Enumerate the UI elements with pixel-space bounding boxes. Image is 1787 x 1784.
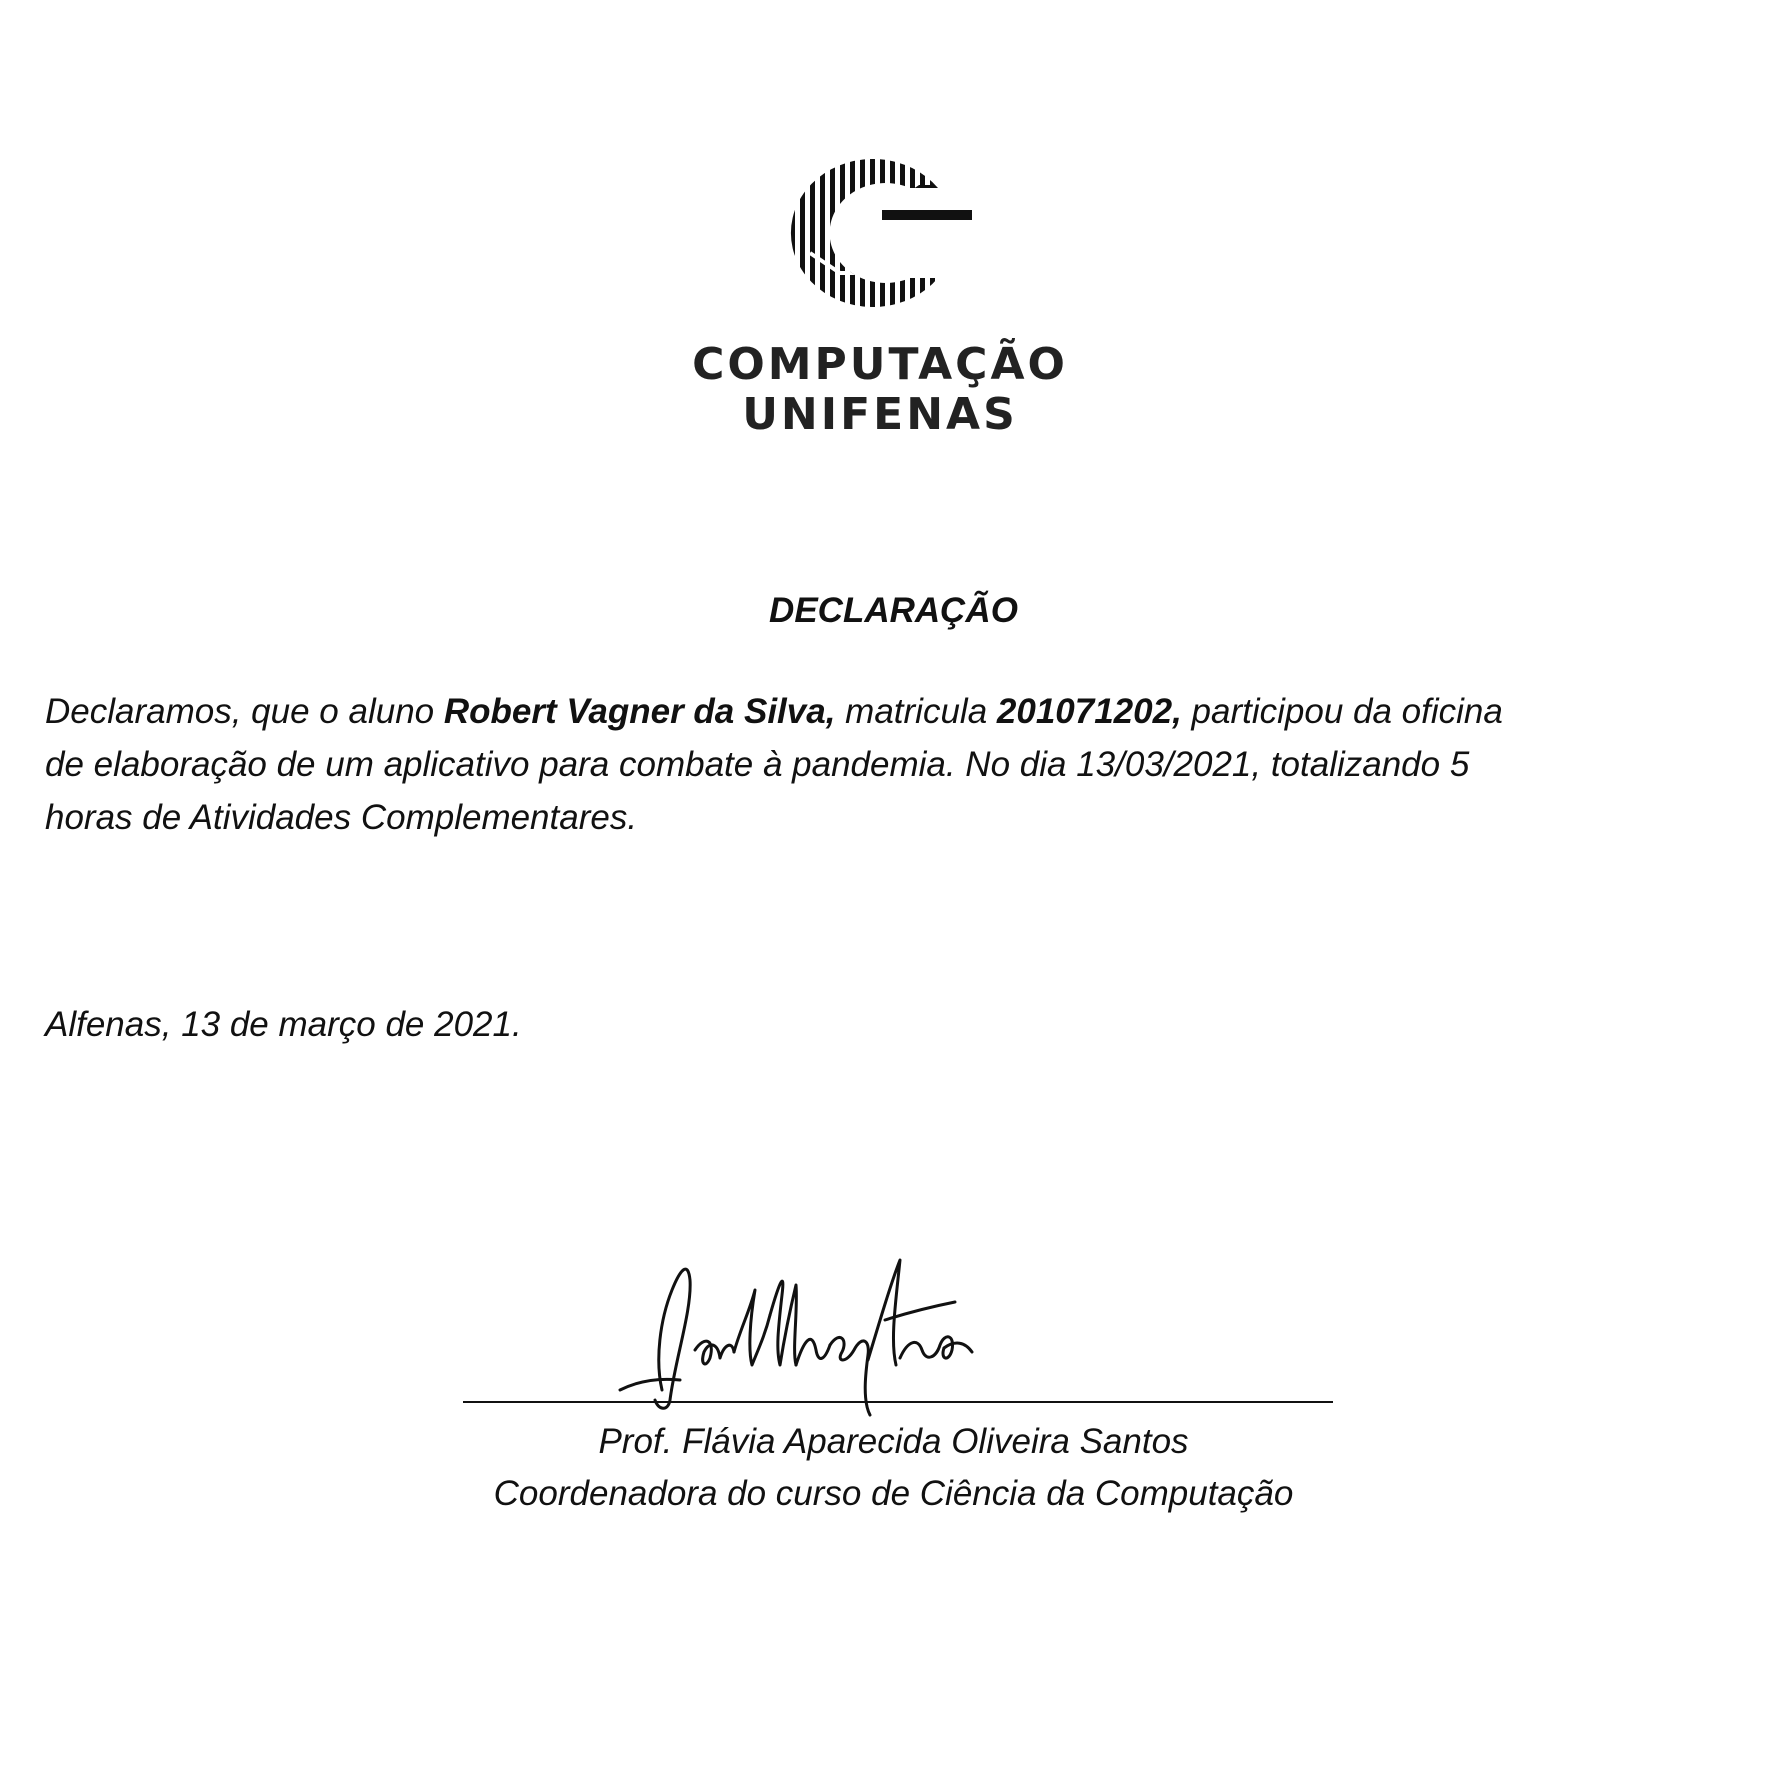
signature-line xyxy=(463,1401,1333,1403)
declaration-paragraph xyxy=(45,685,1705,844)
line1-mid: matricula xyxy=(835,692,997,731)
logo-wordmark xyxy=(600,340,1160,440)
paragraph-line-3: horas de Atividades Complementares. xyxy=(45,798,638,837)
line1-prefix: Declaramos, que o aluno xyxy=(45,692,444,731)
computacao-logo-icon xyxy=(770,158,980,308)
handwritten-signature-icon xyxy=(600,1240,1140,1420)
student-name: Robert Vagner da Silva, xyxy=(443,692,836,731)
signer-role: Coordenadora do curso de Ciência da Computação xyxy=(493,1474,1294,1513)
document-title: DECLARAÇÃO xyxy=(769,591,1018,630)
line1-suffix: participou da oficina xyxy=(1181,692,1503,731)
paragraph-line-1 xyxy=(45,685,1705,738)
paragraph-line-2: de elaboração de um aplicativo para combate à pandemia. No dia 13/03/2021, totalizando 5 xyxy=(45,745,1470,784)
logo-line-1: COMPUTAÇÃO xyxy=(692,339,1068,390)
place-date: Alfenas, 13 de março de 2021. xyxy=(45,1005,522,1044)
registration-number: 201071202, xyxy=(996,692,1182,731)
signer-name: Prof. Flávia Aparecida Oliveira Santos xyxy=(598,1422,1189,1461)
logo-line-2: UNIFENAS xyxy=(742,389,1018,440)
